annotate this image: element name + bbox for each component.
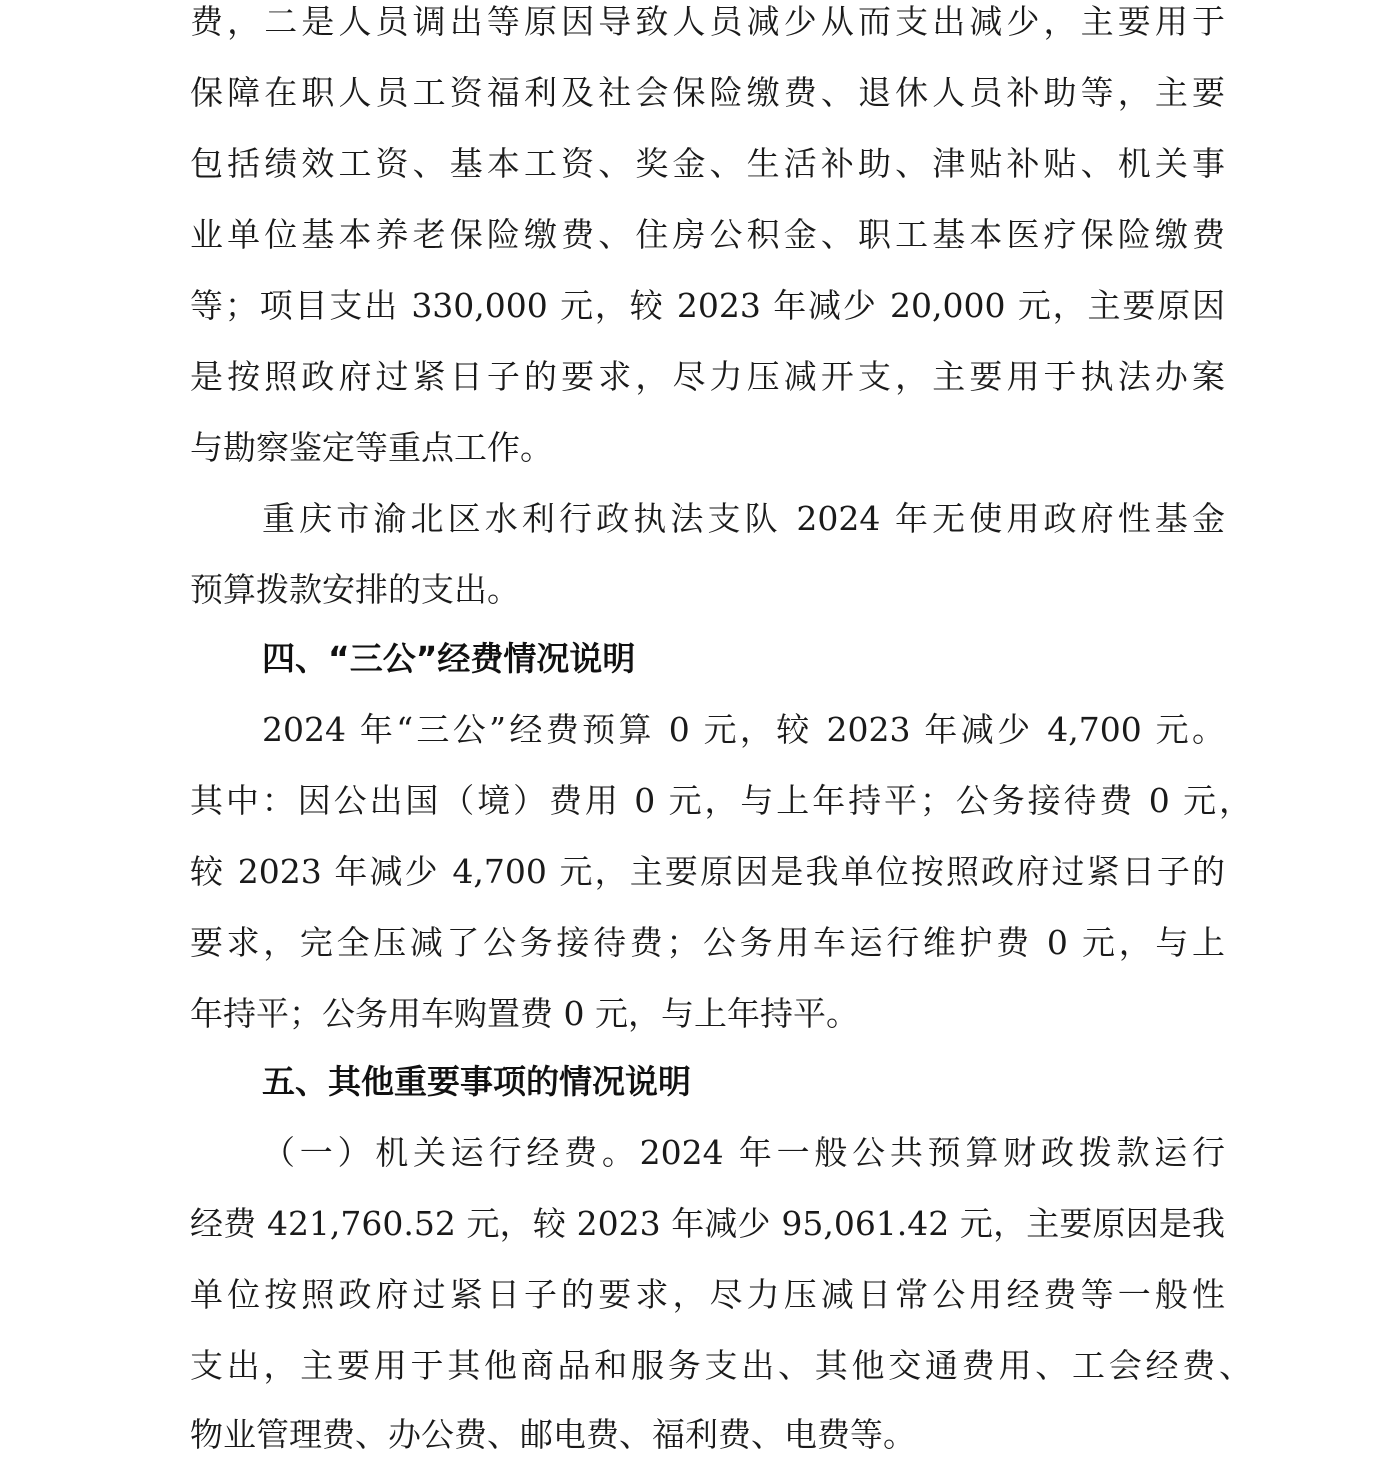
text-line: 2024 年“三公”经费预算 0 元，较 2023 年减少 4,700 元。 bbox=[262, 710, 1225, 749]
text-line: 其中：因公出国（境）费用 0 元，与上年持平；公务接待费 0 元， bbox=[190, 781, 1252, 820]
text-line: 经费 421,760.52 元，较 2023 年减少 95,061.42 元，主要原因是我 bbox=[190, 1204, 1225, 1243]
text-line: 年持平；公务用车购置费 0 元，与上年持平。 bbox=[190, 994, 859, 1033]
text-line: 支出，主要用于其他商品和服务支出、其他交通费用、工会经费、 bbox=[190, 1346, 1252, 1385]
text-line: 是按照政府过紧日子的要求，尽力压减开支，主要用于执法办案 bbox=[190, 357, 1225, 396]
text-line: 较 2023 年减少 4,700 元，主要原因是我单位按照政府过紧日子的 bbox=[190, 852, 1225, 891]
text-line: 预算拨款安排的支出。 bbox=[190, 570, 520, 609]
text-line: 要求，完全压减了公务接待费；公务用车运行维护费 0 元，与上 bbox=[190, 923, 1225, 962]
text-line: （一）机关运行经费。2024 年一般公共预算财政拨款运行 bbox=[262, 1133, 1225, 1172]
section-heading: 四、“三公”经费情况说明 bbox=[262, 639, 636, 678]
text-line: 单位按照政府过紧日子的要求，尽力压减日常公用经费等一般性 bbox=[190, 1275, 1225, 1314]
text-line: 费，二是人员调出等原因导致人员减少从而支出减少，主要用于 bbox=[190, 2, 1225, 41]
text-line: 与勘察鉴定等重点工作。 bbox=[190, 428, 553, 467]
text-line: 物业管理费、办公费、邮电费、福利费、电费等。 bbox=[190, 1415, 916, 1454]
section-heading: 五、其他重要事项的情况说明 bbox=[262, 1062, 691, 1101]
text-line: 保障在职人员工资福利及社会保险缴费、退休人员补助等，主要 bbox=[190, 73, 1225, 112]
text-line: 业单位基本养老保险缴费、住房公积金、职工基本医疗保险缴费 bbox=[190, 215, 1225, 254]
text-line: 重庆市渝北区水利行政执法支队 2024 年无使用政府性基金 bbox=[262, 499, 1225, 538]
text-line: 包括绩效工资、基本工资、奖金、生活补助、津贴补贴、机关事 bbox=[190, 144, 1225, 183]
text-line: 等；项目支出 330,000 元，较 2023 年减少 20,000 元，主要原因 bbox=[190, 286, 1225, 325]
